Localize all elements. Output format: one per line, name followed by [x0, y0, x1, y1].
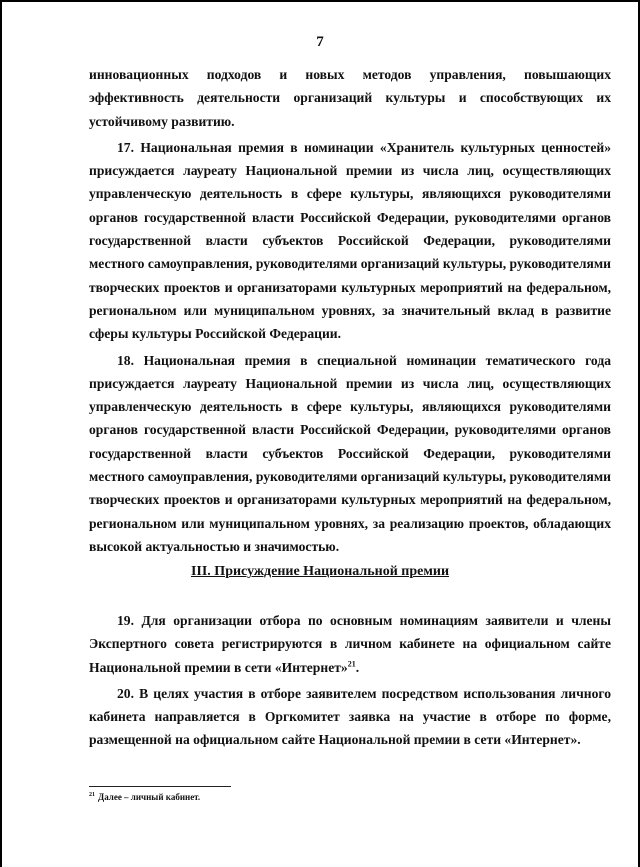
paragraph-continuation: инновационных подходов и новых методов управления, повышающих эффективность деятельности организаций культуры и способствующих их устойчивому развитию. [89, 67, 611, 129]
footnote-mark: 21 [89, 792, 95, 798]
footnote-reference: 21 [347, 659, 356, 669]
section-heading: III. Присуждение Национальной премии [190, 564, 450, 579]
body-block-bottom [89, 609, 611, 752]
paragraph-19-tail: . [355, 659, 360, 675]
paragraph-19-text: 19. Для организации отбора по основным номинациям заявители и члены Экспертного совета регистрируются в личном кабинете на официальном сайте Национальной премии в сети «Интернет» [89, 613, 611, 675]
footnote-text: Далее – личный кабинет. [98, 792, 201, 802]
paragraph-18: 18. Национальная премия в специальной номинации тематического года присуждается лауреату Национальной премии из числа лиц, осуществляющих управленческую деятельность в сфере культуры, являющихся руководителями органов государственной власти Российской Федерации, руководителями органов государственной власти субъектов Российской Федерации, руководителями местного самоуправления, руководителями организаций культуры, руководителями творческих проектов и организаторами культурных мероприятий на федеральном, региональном или муниципальном уровнях, за реализацию проектов, обладающих высокой актуальностью и значимостью. [89, 352, 611, 554]
footnote-divider [89, 786, 231, 787]
scan-border-left [0, 0, 2, 867]
paragraph-19 [89, 609, 611, 679]
page-number: 7 [316, 34, 324, 50]
footnote [89, 792, 200, 802]
paragraph-17: 17. Национальная премия в номинации «Хранитель культурных ценностей» присуждается лауреату Национальной премии из числа лиц, осуществляющих управленческую деятельность в сфере культуры, являющихся руководителями органов государственной власти Российской Федерации, руководителями органов государственной власти субъектов Российской Федерации, руководителями местного самоуправления, руководителями организаций культуры, руководителями творческих проектов и организаторами культурных мероприятий на федеральном, региональном или муниципальном уровнях, за значительный вклад в развитие сферы культуры Российской Федерации. [89, 139, 611, 342]
paragraph-20: 20. В целях участия в отборе заявителем посредством использования личного кабинета направляется в Оргкомитет заявка на участие в отборе по форме, размещенной на официальном сайте Национальной премии в сети «Интернет». [89, 685, 611, 748]
scan-border-top [0, 0, 640, 2]
body-block-top [89, 63, 611, 558]
